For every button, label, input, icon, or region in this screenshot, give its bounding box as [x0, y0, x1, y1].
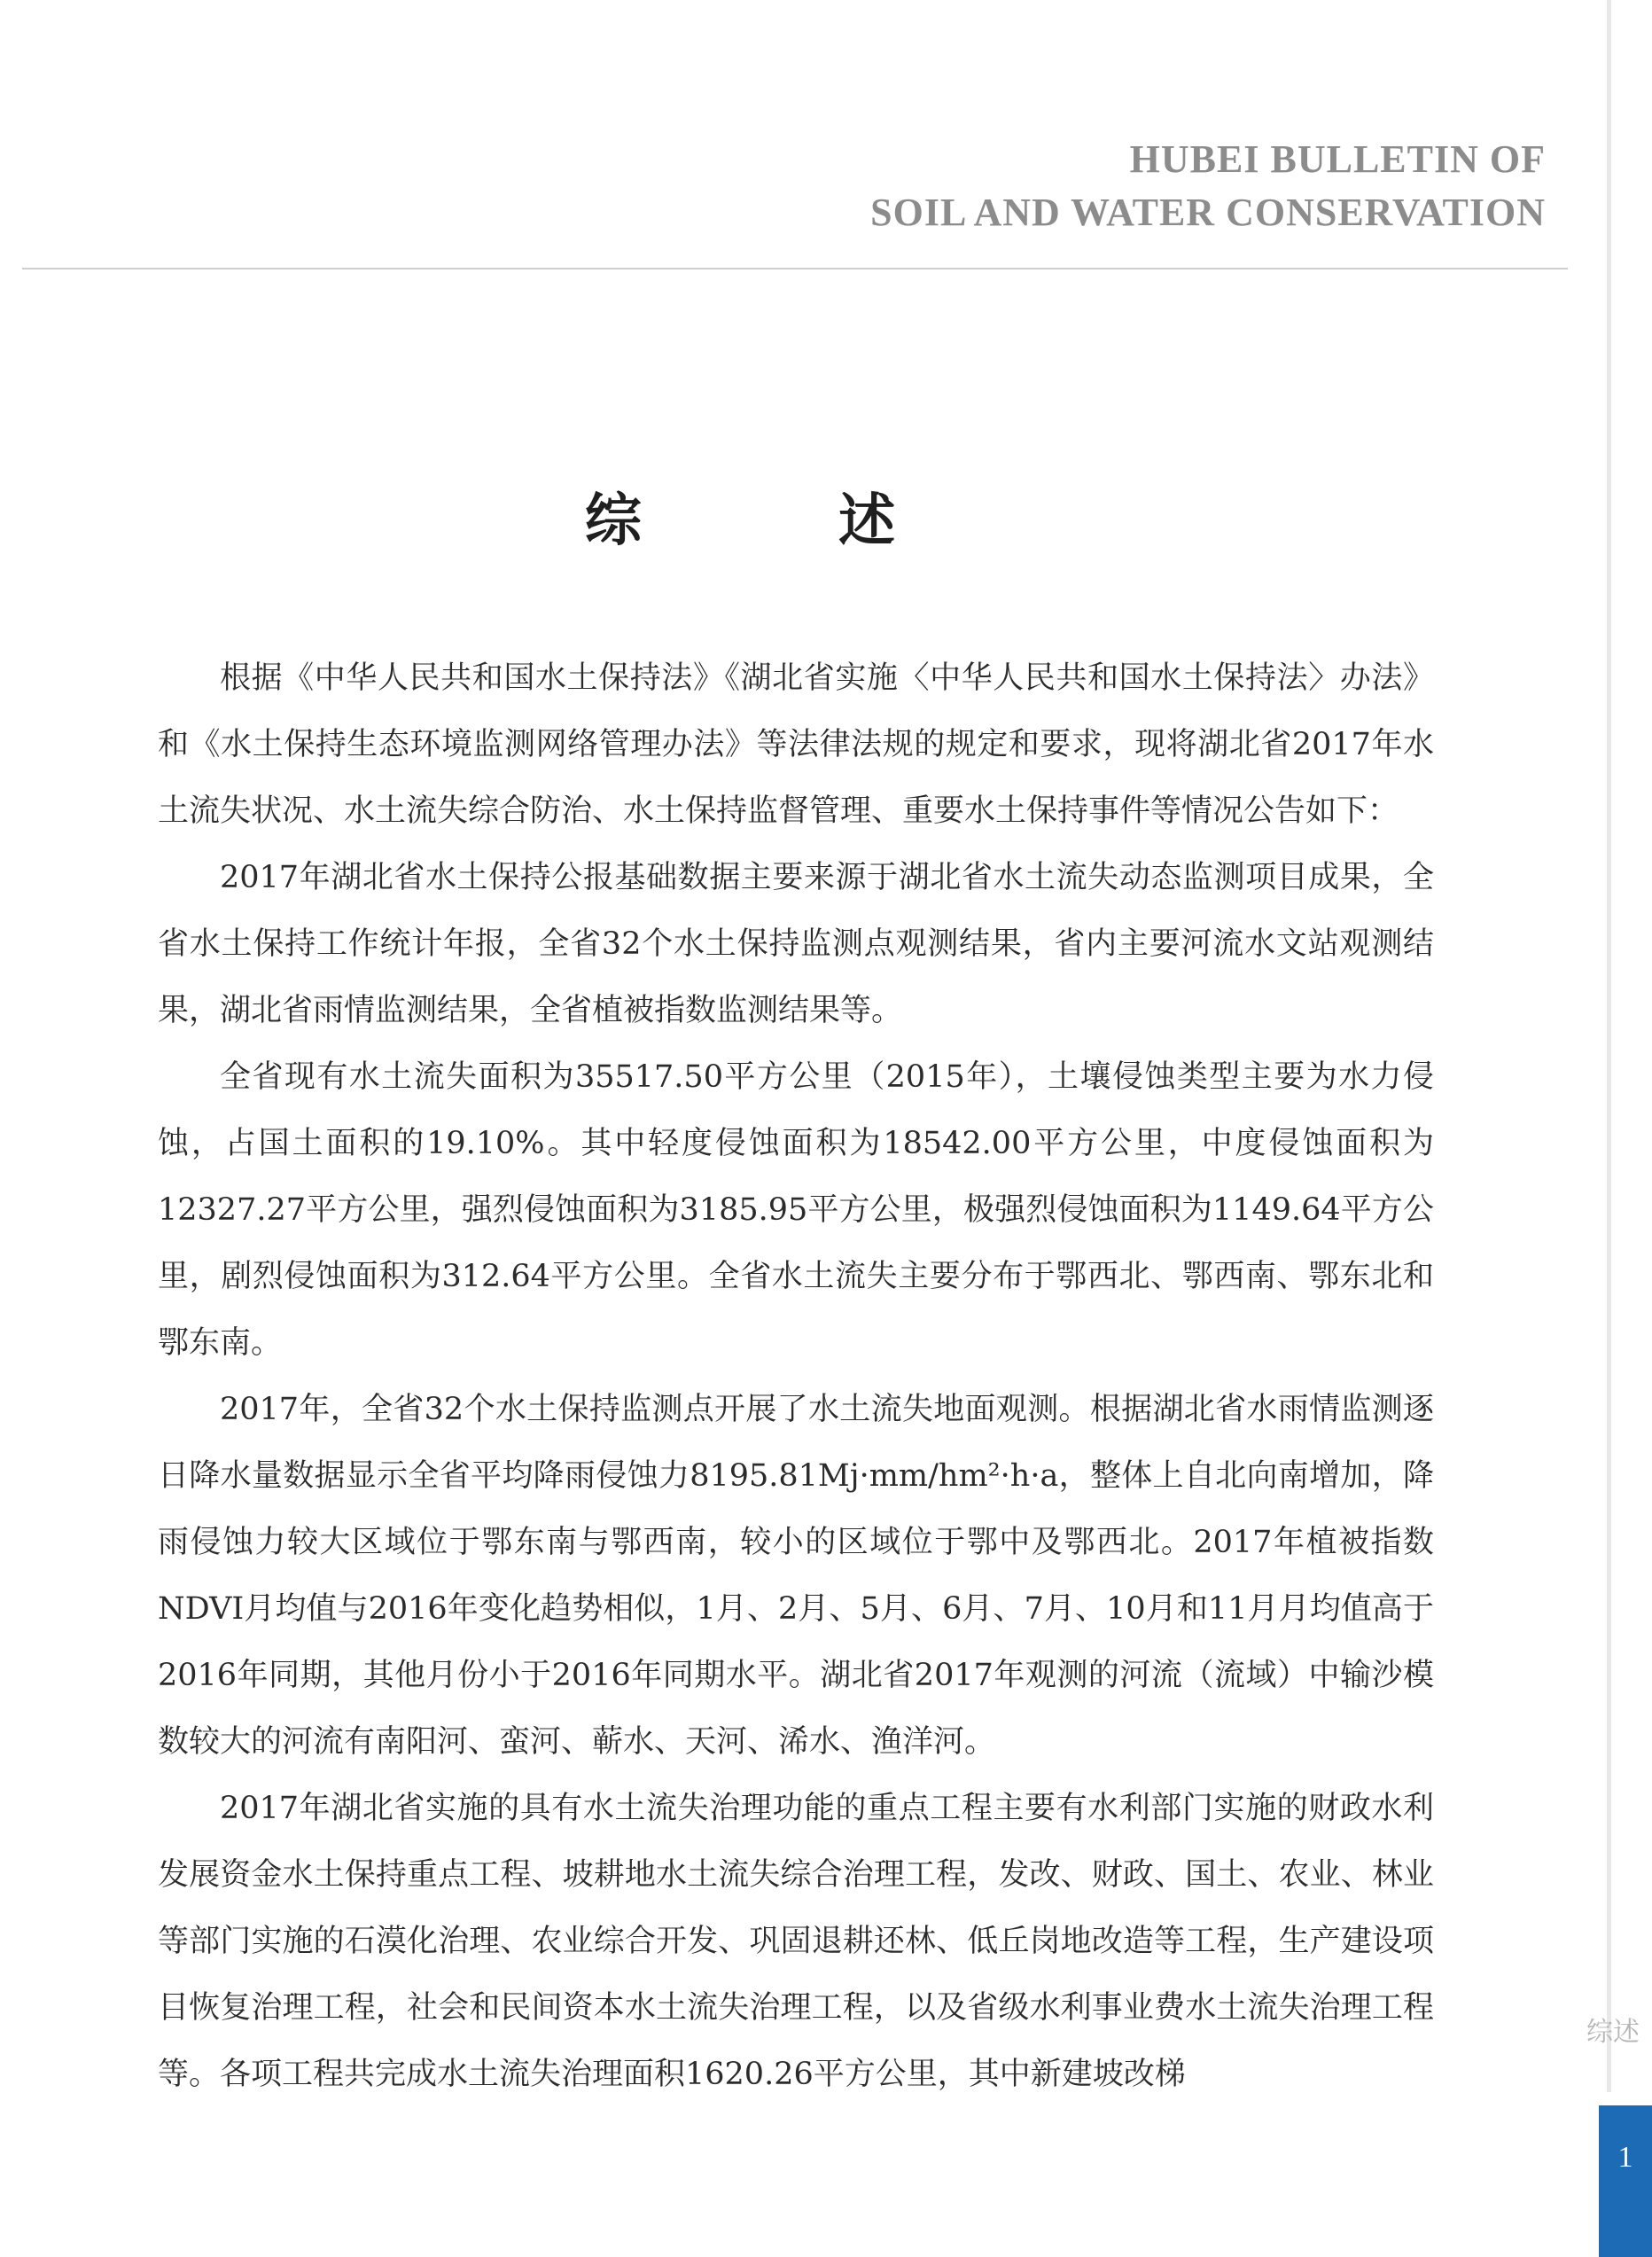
- section-side-label: 综述: [1586, 2017, 1640, 2048]
- paragraph-1: 根据《中华人民共和国水土保持法》《湖北省实施〈中华人民共和国水土保持法〉办法》和《水土保持生态环境监测网络管理办法》等法律法规的规定和要求，现将湖北省2017年水土流失状况、水土流失综合防治、水土保持监督管理、重要水土保持事件等情况公告如下：: [158, 660, 1434, 829]
- paragraph-3: 全省现有水土流失面积为35517.50平方公里（2015年），土壤侵蚀类型主要为水力侵蚀，占国土面积的19.10%。其中轻度侵蚀面积为18542.00平方公里，中度侵蚀面积为12327.27平方公里，强烈侵蚀面积为3185.95平方公里，极强烈侵蚀面积为1149.64平方公里，剧烈侵蚀面积为312.64平方公里。全省水土流失主要分布于鄂西北、鄂西南、鄂东北和鄂东南。: [158, 1059, 1434, 1361]
- right-margin-rail: [1607, 0, 1611, 2092]
- body-text: [158, 645, 1434, 2108]
- journal-header-line1: HUBEI BULLETIN OF: [1129, 137, 1546, 181]
- paragraph-5: 2017年湖北省实施的具有水土流失治理功能的重点工程主要有水利部门实施的财政水利发展资金水土保持重点工程、坡耕地水土流失综合治理工程，发改、财政、国土、农业、林业等部门实施的石漠化治理、农业综合开发、巩固退耕还林、低丘岗地改造等工程，生产建设项目恢复治理工程，社会和民间资本水土流失治理工程，以及省级水利事业费水土流失治理工程等。各项工程共完成水土流失治理面积1620.26平方公里，其中新建坡改梯: [158, 1791, 1434, 2092]
- page-title: 综 述: [584, 488, 985, 554]
- header-divider: [22, 268, 1568, 269]
- paragraph-4: 2017年，全省32个水土保持监测点开展了水土流失地面观测。根据湖北省水雨情监测逐日降水量数据显示全省平均降雨侵蚀力8195.81Mj·mm/hm²·h·a，整体上自北向南增加，降雨侵蚀力较大区域位于鄂东南与鄂西南，较小的区域位于鄂中及鄂西北。2017年植被指数NDVI月均值与2016年变化趋势相似，1月、2月、5月、6月、7月、10月和11月月均值高于2016年同期，其他月份小于2016年同期水平。湖北省2017年观测的河流（流域）中输沙模数较大的河流有南阳河、蛮河、蕲水、天河、浠水、渔洋河。: [158, 1392, 1434, 1760]
- page-number-tab: [1599, 2105, 1652, 2257]
- journal-header-line2: SOIL AND WATER CONSERVATION: [870, 191, 1546, 234]
- page-number: 1: [1617, 2141, 1633, 2174]
- paragraph-2: 2017年湖北省水土保持公报基础数据主要来源于湖北省水土流失动态监测项目成果，全省水土保持工作统计年报，全省32个水土保持监测点观测结果，省内主要河流水文站观测结果，湖北省雨情监测结果，全省植被指数监测结果等。: [158, 860, 1434, 1028]
- journal-header: [870, 133, 1546, 239]
